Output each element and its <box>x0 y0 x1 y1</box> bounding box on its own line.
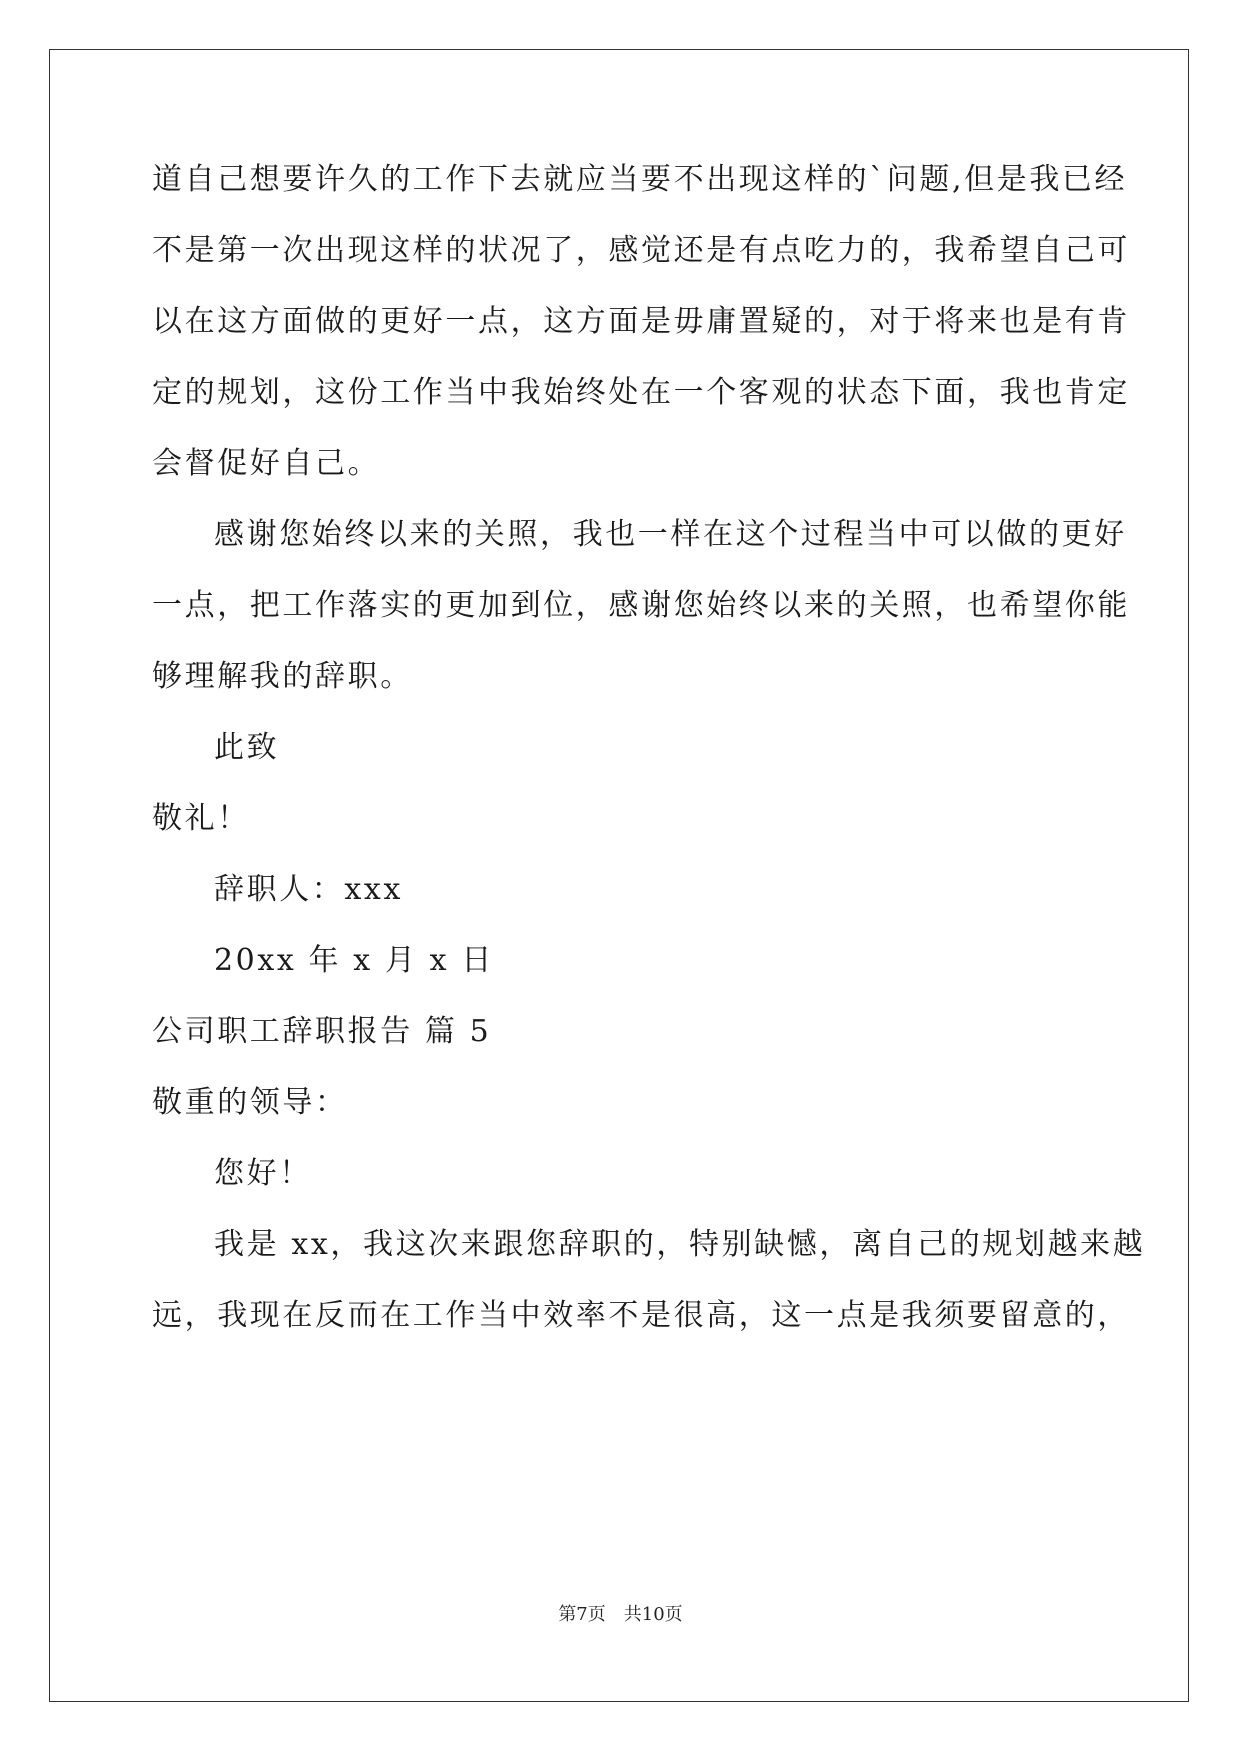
closing-regards: 敬礼！ <box>152 801 250 836</box>
date-line: 20xx 年 x 月 x 日 <box>214 943 494 978</box>
signature-line: 辞职人：xxx <box>214 872 403 907</box>
body-line: 远，我现在反而在工作当中效率不是很高，这一点是我须要留意的， <box>152 1298 1130 1333</box>
body-line: 以在这方面做的更好一点，这方面是毋庸置疑的，对于将来也是有肯 <box>152 304 1130 339</box>
paragraph-start-line: 感谢您始终以来的关照，我也一样在这个过程当中可以做的更好 <box>214 517 1127 552</box>
paragraph-start-line: 我是 xx，我这次来跟您辞职的，特别缺憾，离自己的规划越来越 <box>214 1227 1146 1262</box>
page-number: 第7页 <box>558 1604 606 1625</box>
body-line: 不是第一次出现这样的状况了，感觉还是有点吃力的，我希望自己可 <box>152 233 1130 268</box>
body-line: 会督促好自己。 <box>152 446 381 481</box>
closing-salutation: 此致 <box>214 730 280 765</box>
page-total: 共10页 <box>623 1604 683 1625</box>
body-line: 一点，把工作落实的更加到位，感谢您始终以来的关照，也希望你能 <box>152 588 1130 623</box>
greeting-line: 敬重的领导： <box>152 1085 348 1120</box>
body-line: 够理解我的辞职。 <box>152 659 413 694</box>
section-heading: 公司职工辞职报告 篇 5 <box>152 1014 492 1049</box>
body-line: 道自己想要许久的工作下去就应当要不出现这样的`问题,但是我已经 <box>152 162 1128 197</box>
greeting-hello: 您好！ <box>214 1156 312 1191</box>
body-line: 定的规划，这份工作当中我始终处在一个客观的状态下面，我也肯定 <box>152 375 1130 410</box>
page-footer <box>0 1603 1241 1627</box>
